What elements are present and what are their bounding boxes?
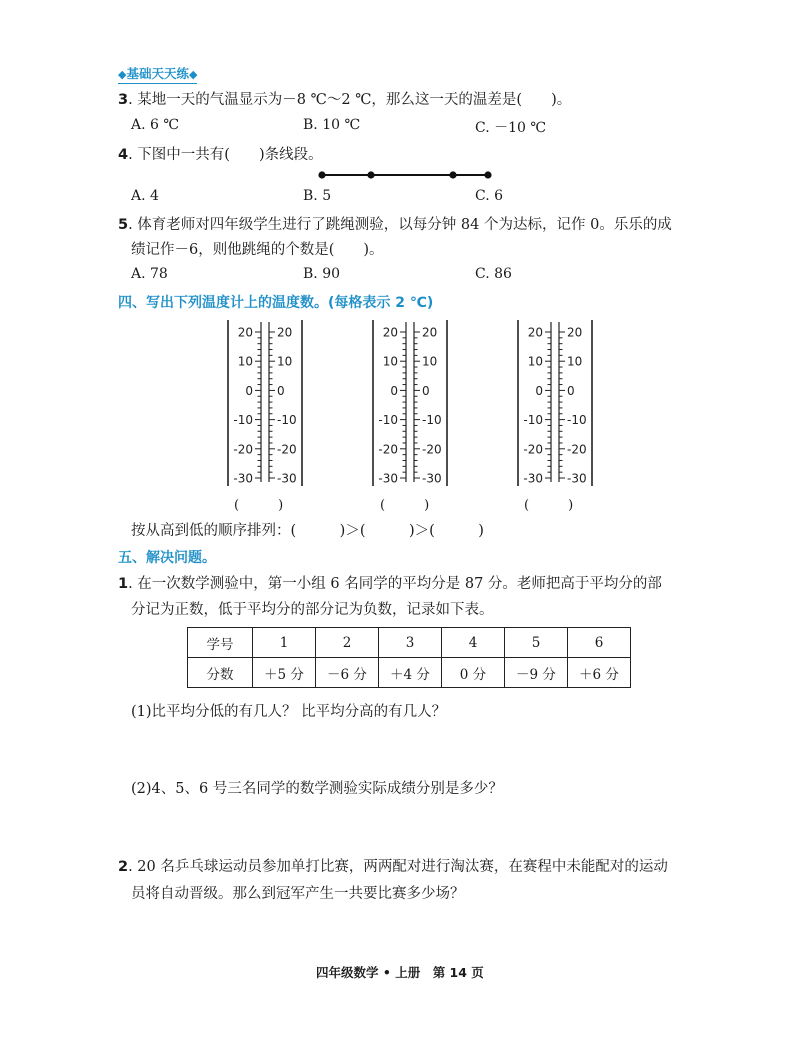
scale-label: 0 bbox=[422, 383, 430, 398]
page-footer: 四年级数学 • 上册 第 14 页 bbox=[316, 965, 484, 980]
scale-label: 20 bbox=[567, 325, 583, 340]
scale-label: -30 bbox=[422, 471, 442, 486]
diamond-icon: ◆ bbox=[188, 68, 198, 81]
scale-label: 0 bbox=[245, 383, 253, 398]
scale-label: 20 bbox=[422, 325, 438, 340]
scale-label: -30 bbox=[567, 471, 587, 486]
scale-label: 20 bbox=[237, 325, 253, 340]
q4-option-c: C. 6 bbox=[475, 188, 504, 204]
scale-label: -20 bbox=[422, 442, 442, 457]
point bbox=[484, 171, 491, 178]
scale-label: -20 bbox=[277, 442, 297, 457]
scale-label: 10 bbox=[527, 354, 543, 369]
thermometer-1-answer-blank[interactable]: ( ) bbox=[234, 498, 284, 513]
scale-label: 10 bbox=[382, 354, 398, 369]
thermometer-2 bbox=[367, 318, 453, 490]
thermometer-1 bbox=[222, 318, 308, 490]
scale-label: 0 bbox=[567, 383, 575, 398]
problem-2: 2. 20 名乒乓球运动员参加单打比赛，两两配对进行淘汰赛，在赛程中未能配对的运动 bbox=[118, 859, 668, 875]
section-4-title: 四、写出下列温度计上的温度数。(每格表示 2 ℃) bbox=[118, 295, 434, 311]
table-cell: ＋4 分 bbox=[379, 658, 442, 688]
problem-1: 1. 在一次数学测验中，第一小组 6 名同学的平均分是 87 分。老师把高于平均分的部 bbox=[118, 576, 662, 592]
order-instruction: 按从高到低的顺序排列：( )＞( )＞( ) bbox=[131, 523, 484, 539]
problem-1-sub-1: (1)比平均分低的有几人？ 比平均分高的有几人？ bbox=[131, 704, 447, 720]
q4-option-a: A. 4 bbox=[131, 188, 159, 204]
scale-label: 10 bbox=[237, 354, 253, 369]
scale-label: 10 bbox=[422, 354, 438, 369]
table-cell: 5 bbox=[505, 628, 568, 658]
scale-label: -10 bbox=[277, 413, 297, 428]
thermometer-3 bbox=[512, 318, 598, 490]
table-cell: 1 bbox=[253, 628, 316, 658]
q3-option-c: C. －10 ℃ bbox=[475, 120, 547, 136]
thermometer-2-answer-blank[interactable]: ( ) bbox=[380, 498, 430, 513]
table-row bbox=[188, 628, 631, 658]
table-header-cell: 分数 bbox=[188, 658, 253, 688]
point bbox=[318, 171, 325, 178]
scale-label: -10 bbox=[233, 413, 253, 428]
table-cell: 4 bbox=[442, 628, 505, 658]
table-cell: 0 分 bbox=[442, 658, 505, 688]
table-cell: ＋6 分 bbox=[568, 658, 631, 688]
table-cell: －6 分 bbox=[316, 658, 379, 688]
question-3: 3. 某地一天的气温显示为－8 ℃～2 ℃，那么这一天的温差是( )。 bbox=[118, 92, 572, 108]
scale-label: -30 bbox=[233, 471, 253, 486]
scale-label: 20 bbox=[277, 325, 293, 340]
point bbox=[367, 171, 374, 178]
section-tag: ◆基础天天练◆ bbox=[118, 64, 197, 84]
scale-label: -20 bbox=[378, 442, 398, 457]
scale-label: 0 bbox=[390, 383, 398, 398]
scale-label: 20 bbox=[527, 325, 543, 340]
thermometer-3-answer-blank[interactable]: ( ) bbox=[524, 498, 574, 513]
scale-label: -20 bbox=[567, 442, 587, 457]
table-cell: ＋5 分 bbox=[253, 658, 316, 688]
question-5: 5. 体育老师对四年级学生进行了跳绳测验，以每分钟 84 个为达标，记作 0。乐乐的成 bbox=[118, 217, 672, 233]
question-4: 4. 下图中一共有( )条线段。 bbox=[118, 147, 323, 163]
scale-label: -10 bbox=[523, 413, 543, 428]
scale-label: 0 bbox=[535, 383, 543, 398]
table-cell: 3 bbox=[379, 628, 442, 658]
scale-label: -20 bbox=[523, 442, 543, 457]
scale-label: 10 bbox=[277, 354, 293, 369]
question-5-line2: 绩记作－6，则他跳绳的个数是( )。 bbox=[131, 242, 384, 258]
q3-option-b: B. 10 ℃ bbox=[303, 117, 361, 133]
section-5-title: 五、解决问题。 bbox=[118, 550, 216, 566]
scale-label: 0 bbox=[277, 383, 285, 398]
scale-label: -10 bbox=[567, 413, 587, 428]
q3-option-a: A. 6 ℃ bbox=[131, 117, 180, 133]
score-table bbox=[187, 627, 631, 688]
scale-label: -30 bbox=[523, 471, 543, 486]
point bbox=[449, 171, 456, 178]
scale-label: -20 bbox=[233, 442, 253, 457]
scale-label: -30 bbox=[277, 471, 297, 486]
q5-option-a: A. 78 bbox=[131, 266, 168, 282]
scale-label: 10 bbox=[567, 354, 583, 369]
table-row bbox=[188, 658, 631, 688]
problem-1-sub-2: (2)4、5、6 号三名同学的数学测验实际成绩分别是多少？ bbox=[131, 781, 503, 797]
q5-option-c: C. 86 bbox=[475, 266, 512, 282]
q5-option-b: B. 90 bbox=[303, 266, 341, 282]
table-cell: －9 分 bbox=[505, 658, 568, 688]
problem-2-line2: 员将自动晋级。那么到冠军产生一共要比赛多少场？ bbox=[131, 886, 465, 902]
diamond-icon: ◆ bbox=[118, 68, 127, 81]
table-cell: 6 bbox=[568, 628, 631, 658]
q4-option-b: B. 5 bbox=[303, 188, 332, 204]
table-cell: 2 bbox=[316, 628, 379, 658]
scale-label: -30 bbox=[378, 471, 398, 486]
scale-label: 20 bbox=[382, 325, 398, 340]
problem-1-line2: 分记为正数，低于平均分的部分记为负数，记录如下表。 bbox=[131, 602, 494, 618]
table-header-cell: 学号 bbox=[188, 628, 253, 658]
scale-label: -10 bbox=[422, 413, 442, 428]
scale-label: -10 bbox=[378, 413, 398, 428]
line-segment-figure bbox=[310, 168, 500, 182]
